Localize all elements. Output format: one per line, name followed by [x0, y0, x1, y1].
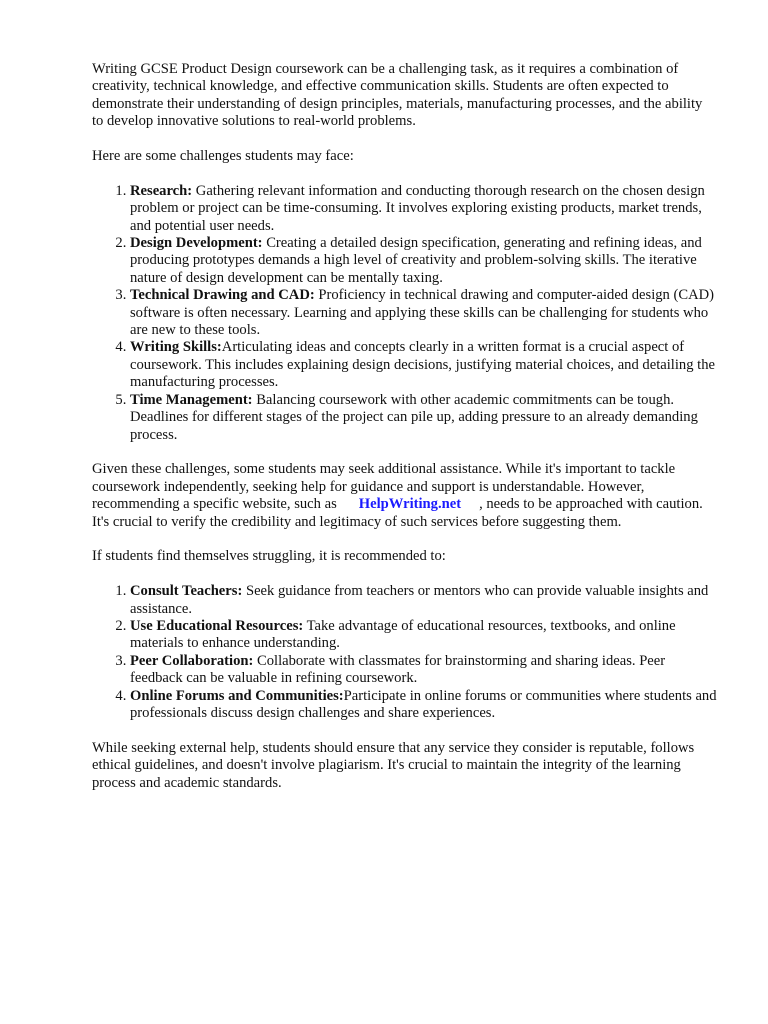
list-item-term: Consult Teachers:	[130, 583, 243, 600]
list-item-term: Research:	[130, 182, 193, 199]
list-item-term: Time Management:	[130, 391, 253, 408]
recommend-lead: If students find themselves struggling, it is recommended to:	[92, 548, 446, 565]
list-item-term: Technical Drawing and CAD:	[130, 287, 315, 304]
list-item-term: Online Forums and Communities:	[130, 687, 344, 704]
list-item-text: Articulating ideas and concepts clearly in a written format is a crucial aspect of coursework. This includes explaining design decisions, justifying material choices, and detailing the manufacturing processes.	[130, 339, 715, 391]
list-item	[130, 235, 717, 287]
assistance-text-after: , needs to be approached with caution. It's crucial to verify the credibility and legitimacy of such services before suggesting them.	[92, 496, 703, 530]
list-item	[130, 287, 717, 339]
assistance-paragraph	[92, 461, 717, 531]
list-item	[130, 618, 717, 653]
intro-paragraph: Writing GCSE Product Design coursework can be a challenging task, as it requires a combination of creativity, technical knowledge, and effective communication skills. Students are often expected to demonstrate their understanding of design principles, materials, manufacturing processes, and the ability to develop innovative solutions to real-world problems.	[92, 61, 703, 130]
list-item	[130, 688, 717, 723]
helpwriting-link[interactable]: HelpWriting.net	[358, 496, 462, 513]
list-item-text: Take advantage of educational resources, textbooks, and online materials to enhance understanding.	[130, 617, 676, 652]
challenges-lead: Here are some challenges students may face:	[92, 148, 354, 165]
document-page	[92, 61, 717, 809]
list-item-text: Gathering relevant information and conducting thorough research on the chosen design problem or project can be time-consuming. It involves exploring existing products, market trends, and potential user needs.	[130, 182, 705, 234]
list-item-term: Use Educational Resources:	[130, 617, 304, 634]
list-item-term: Peer Collaboration:	[130, 652, 254, 669]
list-item-text: Collaborate with classmates for brainstorming and sharing ideas. Peer feedback can be valuable in refining coursework.	[130, 652, 666, 687]
list-item	[130, 339, 717, 391]
list-item-term: Writing Skills:	[130, 339, 222, 356]
recommendations-list	[92, 583, 717, 722]
closing-paragraph: While seeking external help, students should ensure that any service they consider is reputable, follows ethical guidelines, and doesn't involve plagiarism. It's crucial to maintain the integrity of the learning process and academic standards.	[92, 739, 695, 791]
list-item-text: Participate in online forums or communities where students and professionals discuss design challenges and share experiences.	[130, 687, 717, 721]
list-item-text: Balancing coursework with other academic commitments can be tough. Deadlines for different stages of the project can pile up, adding pressure to an already demanding process.	[130, 391, 698, 443]
challenges-list	[92, 183, 717, 444]
list-item-text: Creating a detailed design specification, generating and refining ideas, and producing prototypes demands a high level of creativity and problem-solving skills. The iterative nature of design development can be mentally taxing.	[130, 235, 702, 286]
list-item-text: Proficiency in technical drawing and computer-aided design (CAD) software is often necessary. Learning and applying these skills can be challenging for students who are new to these tools.	[130, 287, 715, 339]
list-item	[130, 392, 717, 444]
assistance-text-before: Given these challenges, some students may seek additional assistance. While it's important to tackle coursework independently, seeking help for guidance and support is understandable. However, recommending a specific website, such as	[92, 461, 676, 513]
list-item-term: Design Development:	[130, 235, 263, 252]
list-item-text: Seek guidance from teachers or mentors who can provide valuable insights and assistance.	[130, 583, 709, 617]
list-item	[130, 653, 717, 688]
list-item	[130, 583, 717, 618]
list-item	[130, 183, 717, 235]
